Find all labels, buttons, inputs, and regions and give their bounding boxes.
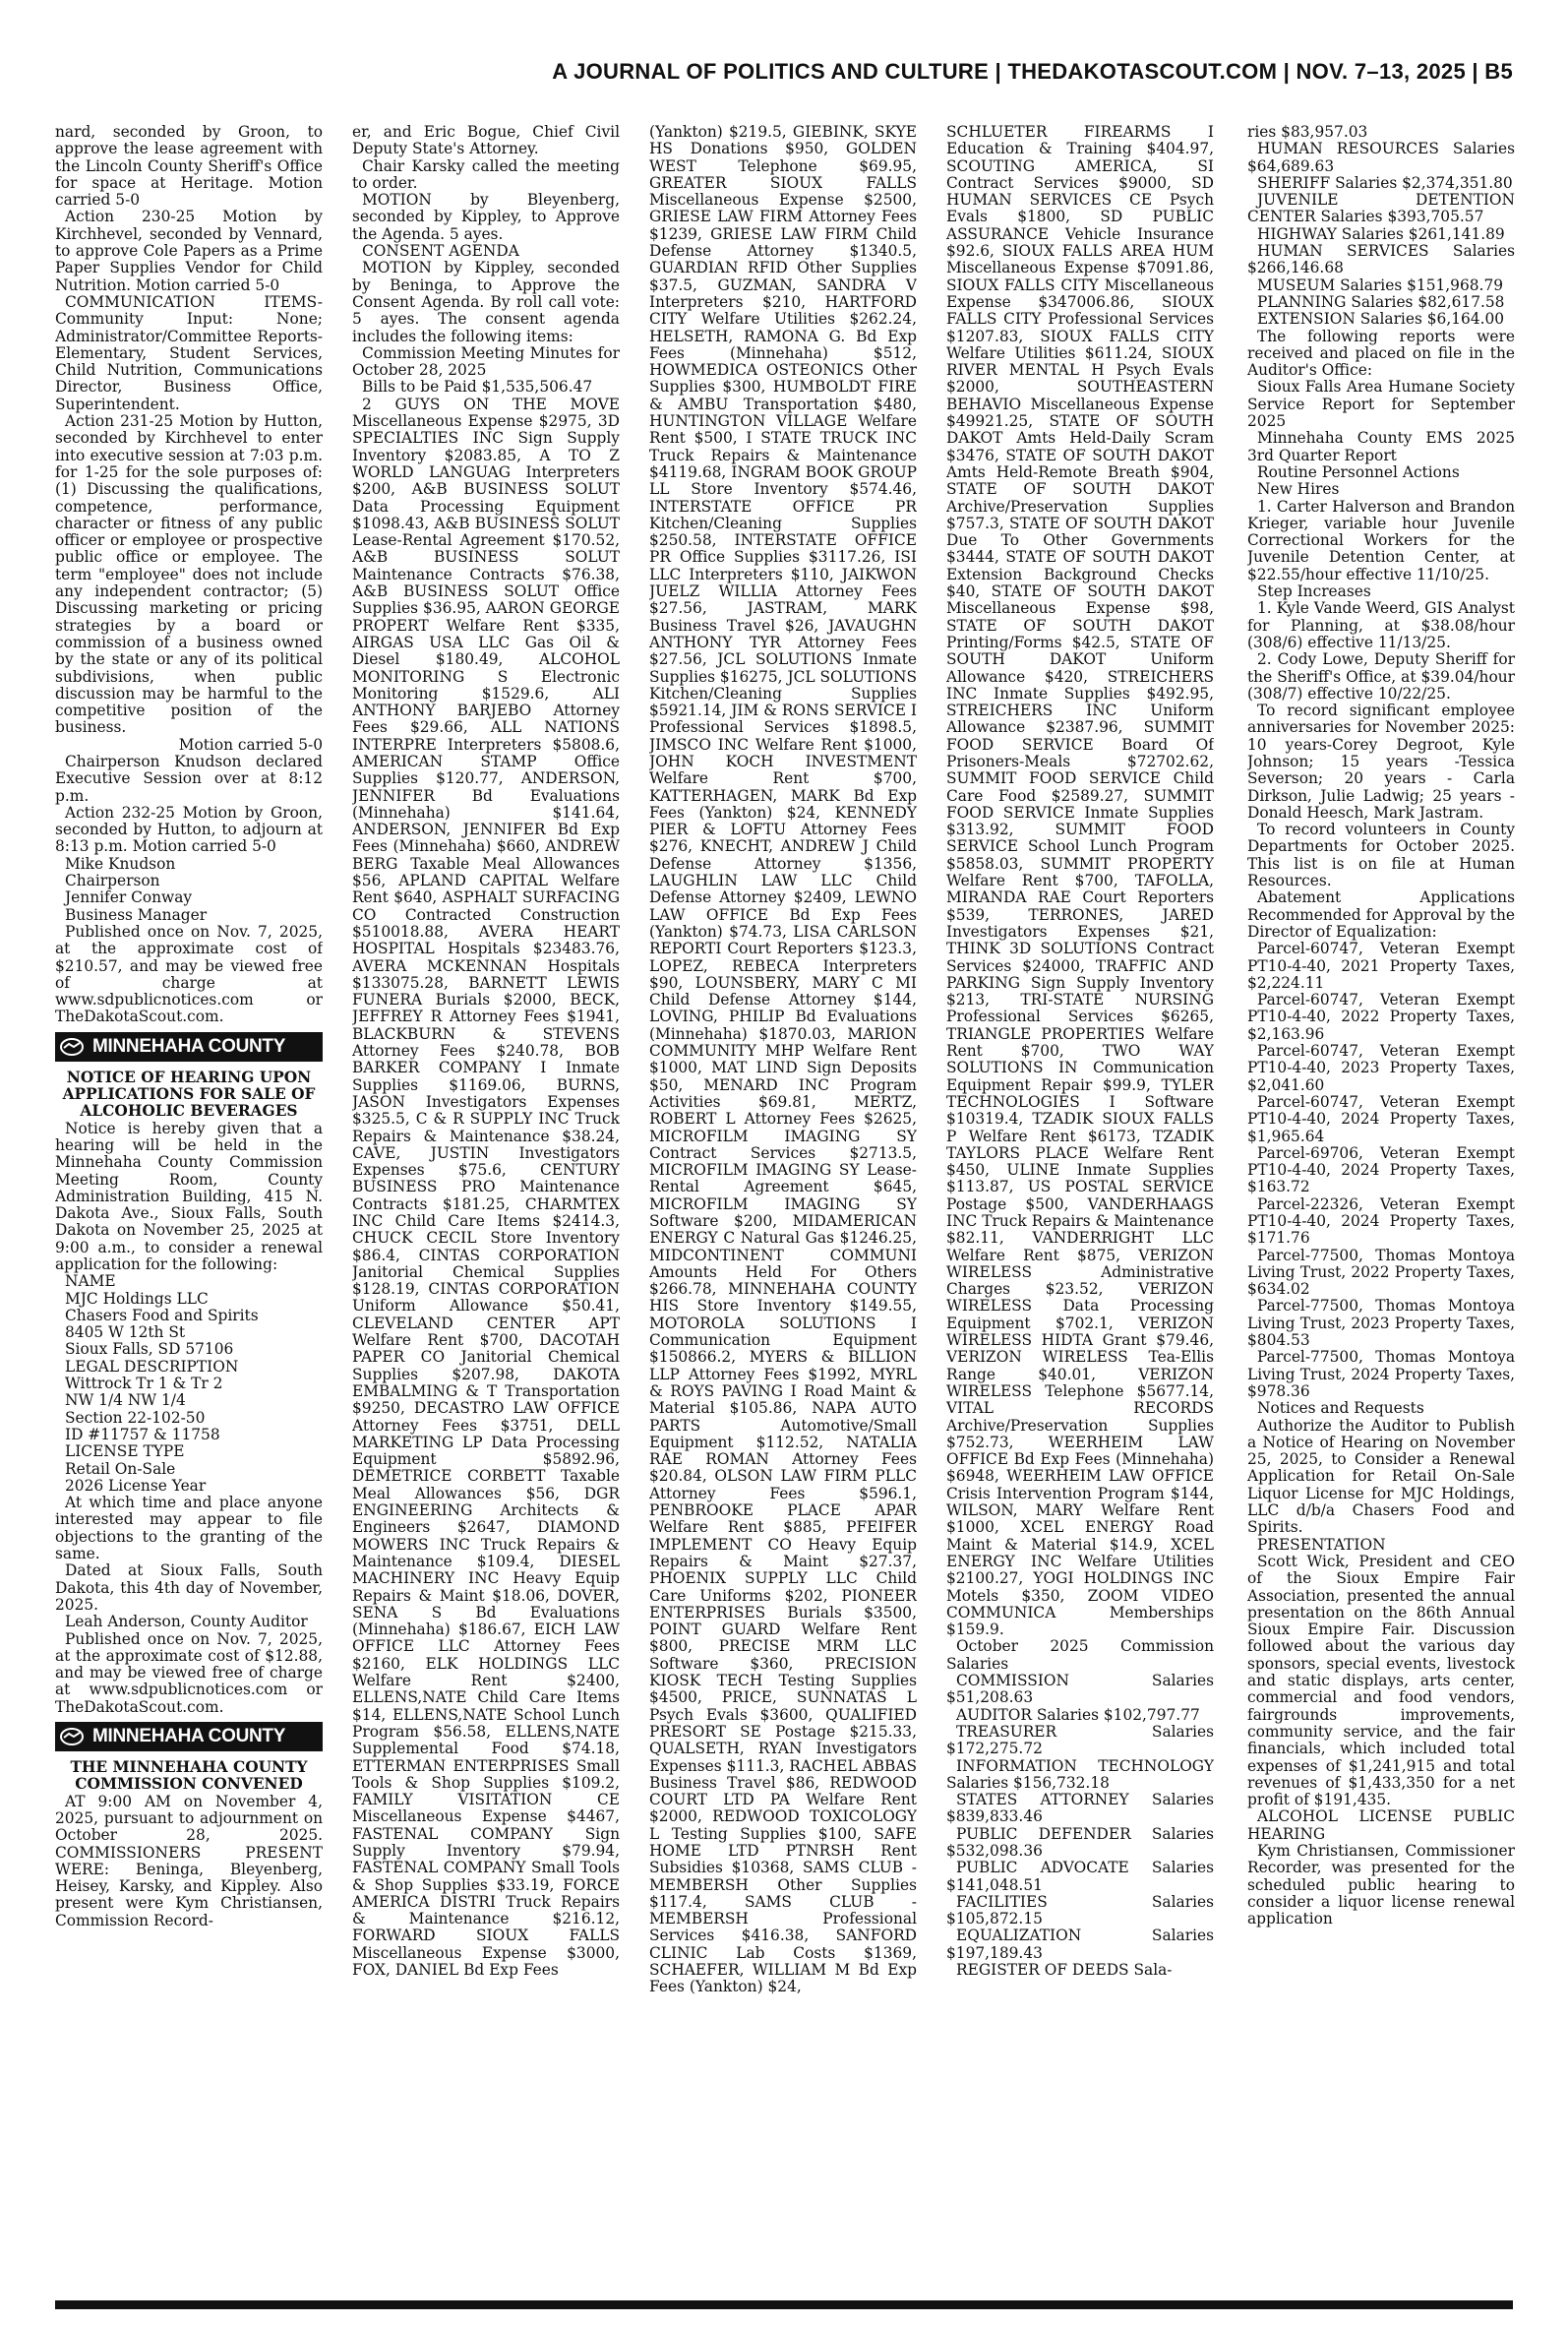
paragraph: PRESENTATION (1257, 1535, 1386, 1554)
paragraph: TREASURER Salaries $172,275.72 (946, 1722, 1214, 1758)
paragraph: SHERIFF Salaries $2,374,351.80 (1257, 173, 1513, 192)
paragraph: Retail On-Sale (65, 1459, 176, 1478)
paragraph: Kym Christiansen, Commissioner Recorder, was presented for the scheduled public hearing to consider a liquor license renewal application (1247, 1841, 1515, 1928)
paragraph: Chairperson Knudson declared Executive Session over at 8:12 p.m. (55, 752, 323, 805)
paragraph: HIGHWAY Salaries $261,141.89 (1257, 224, 1505, 243)
paragraph: MUSEUM Salaries $151,968.79 (1257, 275, 1504, 294)
paragraph: Bills to be Paid $1,535,506.47 (362, 378, 593, 397)
paragraph: Section 22-102-50 (65, 1408, 206, 1427)
paragraph: Parcel-77500, Thomas Montoya Living Trust, 2023 Property Taxes, $804.53 (1247, 1297, 1515, 1350)
paragraph: nard, seconded by Groon, to approve the lease agreement with the Lincoln County Sheriff's Office for space at Heritage. Motion carried 5-0 (55, 124, 323, 210)
paragraph: Leah Anderson, County Auditor (65, 1613, 308, 1631)
paragraph: To record volunteers in County Departments for October 2025. This list is on file at Human Resources. (1247, 821, 1515, 890)
paragraph: REGISTER OF DEEDS Sala- (956, 1961, 1173, 1980)
paragraph: Motion carried 5-0 (178, 735, 323, 754)
page-header (55, 39, 1513, 98)
paragraph: Sioux Falls Area Humane Society Service Report for September 2025 (1247, 378, 1515, 431)
paragraph: ALCOHOL LICENSE PUBLIC HEARING (1247, 1807, 1515, 1843)
county-seal-icon (59, 1037, 85, 1057)
paragraph: Action 232-25 Motion by Groon, seconded by Hutton, to adjourn at 8:13 p.m. Motion carried 5-0 (55, 803, 323, 856)
paragraph: HUMAN RESOURCES Salaries $64,689.63 (1247, 140, 1515, 175)
paragraph: At which time and place anyone interested may appear to file objections to the granting of the same. (55, 1494, 323, 1563)
paragraph: JUVENILE DETENTION CENTER Salaries $393,705.57 (1247, 191, 1515, 226)
paragraph: INFORMATION TECHNOLOGY Salaries $156,732.18 (946, 1756, 1214, 1792)
paragraph: The following reports were received and placed on file in the Auditor's Office: (1247, 327, 1515, 380)
notice-heading: THE MINNEHAHA COUNTY COMMISSION CONVENED (70, 1758, 308, 1794)
paragraph: MOTION by Kippley, seconded by Beninga, to Approve the Consent Agenda. By roll call vote: 5 ayes. The consent agenda includes the following items: (352, 259, 620, 345)
column-3 (649, 124, 917, 2289)
paragraph: Dated at Sioux Falls, South Dakota, this 4th day of November, 2025. (55, 1561, 323, 1614)
paragraph: LICENSE TYPE (65, 1442, 185, 1461)
paragraph: MJC Holdings LLC (65, 1289, 209, 1308)
bottom-rule (55, 2300, 1513, 2309)
county-banner (55, 1722, 323, 1751)
paragraph: Parcel-60747, Veteran Exempt PT10-4-40, 2021 Property Taxes, $2,224.11 (1247, 940, 1515, 992)
paragraph: ID #11757 & 11758 (65, 1425, 220, 1443)
paragraph: To record significant employee anniversaries for November 2025: 10 years-Corey Degroot, Kyle Johnson; 15 years -Tessica Severson; 20 years - Carla Dirkson, Julie Ladwig; 25 years - Donald Heesch, Mark Jastram. (1247, 702, 1515, 822)
paragraph: Parcel-77500, Thomas Montoya Living Trust, 2024 Property Taxes, $978.36 (1247, 1348, 1515, 1400)
paragraph: PUBLIC ADVOCATE Salaries $141,048.51 (946, 1859, 1214, 1894)
paragraph: Jennifer Conway (65, 888, 193, 907)
paragraph: Abatement Applications Recommended for Approval by the Director of Equalization: (1247, 888, 1515, 941)
notice-heading: NOTICE OF HEARING UPON APPLICATIONS FOR SALE OF ALCOHOLIC BEVERAGES (62, 1068, 316, 1121)
notice-columns (55, 124, 1515, 2289)
banner-label: MINNEHAHA COUNTY (92, 1036, 286, 1058)
paragraph: Routine Personnel Actions (1257, 462, 1460, 481)
paragraph: Parcel-60747, Veteran Exempt PT10-4-40, 2023 Property Taxes, $2,041.60 (1247, 1042, 1515, 1094)
paragraph: HUMAN SERVICES Salaries $266,146.68 (1247, 242, 1515, 277)
column-4 (946, 124, 1214, 2289)
paragraph: Notice is hereby given that a hearing will be held in the Minnehaha County Commission Meeting Room, County Administration Building, 415 N. Dakota Ave., Sioux Falls, South Dakota on November 25, 2025 at 9:00 a.m., to consider a renewal application for the following: (55, 1119, 323, 1273)
paragraph: 2026 License Year (65, 1476, 207, 1495)
paragraph: Parcel-60747, Veteran Exempt PT10-4-40, 2022 Property Taxes, $2,163.96 (1247, 991, 1515, 1043)
paragraph: Published once on Nov. 7, 2025, at the approximate cost of $12.88, and may be viewed free of charge at www.sdpublicnotices.com or TheDakotaScout.com. (55, 1629, 323, 1716)
paragraph: STATES ATTORNEY Salaries $839,833.46 (946, 1791, 1214, 1826)
paragraph: Chairperson (65, 872, 160, 890)
paragraph: COMMISSION Salaries $51,208.63 (946, 1672, 1214, 1707)
paragraph: Chair Karsky called the meeting to order. (352, 156, 620, 192)
paragraph: Authorize the Auditor to Publish a Notice of Hearing on November 25, 2025, to Consider a Renewal Application for Retail On-Sale Liquor License for MJC Holdings, LLC d/b/a Chasers Food and Spirits. (1247, 1416, 1515, 1537)
paragraph: PUBLIC DEFENDER Salaries $532,098.36 (946, 1824, 1214, 1860)
paragraph: PLANNING Salaries $82,617.58 (1257, 292, 1505, 311)
county-seal-icon (59, 1727, 85, 1746)
paragraph: (Yankton) $219.5, GIEBINK, SKYE HS Donations $950, GOLDEN WEST Telephone $69.95, GREATER SIOUX FALLS Miscellaneous Expense $2500, GRIESE LAW FIRM Attorney Fees $1239, GRIESE LAW FIRM Child Defense Attorney $1340.5, GUARDIAN RFID Other Supplies $37.5, GUZMAN, SANDRA V Interpreters $210, HARTFORD CITY Welfare Utilities $262.24, HELSETH, RAMONA G. Bd Exp Fees (Minnehaha) $512, HOWMEDICA OSTEONICS Other Supplies $300, HUMBOLDT FIRE & AMBU Transportation $480, HUNTINGTON VILLAGE Welfare Rent $500, I STATE TRUCK INC Truck Repairs & Maintenance $4119.68, INGRAM BOOK GROUP LL Store Inventory $574.46, INTERSTATE OFFICE PR Kitchen/Cleaning Supplies $250.58, INTERSTATE OFFICE PR Office Supplies $3117.26, ISI LLC Interpreters $110, JAIKWON JUELZ WILLIA Attorney Fees $27.56, JASTRAM, MARK Business Travel $26, JAVAUGHN ANTHONY TYR Attorney Fees $27.56, JCL SOLUTIONS Inmate Supplies $16275, JCL SOLUTIONS Kitchen/Cleaning Supplies $5921.14, JIM & RONS SERVICE I Professional Services $1898.5, JIMSCO INC Welfare Rent $1000, JOHN KOCH INVESTMENT Welfare Rent $700, KATTERHAGEN, MARK Bd Exp Fees (Yankton) $24, KENNEDY PIER & LOFTU Attorney Fees $276, KNECHT, ANDREW J Child Defense Attorney $1356, LAUGHLIN LAW LLC Child Defense Attorney $2409, LEWNO LAW OFFICE Bd Exp Fees (Yankton) $74.73, LISA CARLSON REPORTI Court Reporters $123.3, LOPEZ, REBECA Interpreters $90, LOUNSBERY, MARY C MI Child Defense Attorney $144, LOVING, PHILIP Bd Evaluations (Minnehaha) $1870.03, MARION COMMUNITY MHP Welfare Rent $1000, MAT LIND Sign Deposits $50, MENARD INC Program Activities $69.81, MERTZ, ROBERT L Attorney Fees $2625, MICROFILM IMAGING SY Contract Services $2713.5, MICROFILM IMAGING SY Lease-Rental Agreement $645, MICROFILM IMAGING SY Software $200, MIDAMERICAN ENERGY C Natural Gas $1246.25, MIDCONTINENT COMMUNI Amounts Held For Others $266.78, MINNEHAHA COUNTY HIS Store Inventory $149.55, MOTOROLA SOLUTIONS I Communication Equipment $150866.2, MYERS & BILLION LLP Attorney Fees $1992, MYRL & ROYS PAVING I Road Maint & Material $105.86, NAPA AUTO PARTS Automotive/Small Equipment $112.52, NATALIA RAE ROMAN Attorney Fees $20.84, OLSON LAW FIRM PLLC Attorney Fees $596.1, PENBROOKE PLACE APAR Welfare Rent $885, PFEIFER IMPLEMENT CO Heavy Equip Repairs & Maint $27.37, PHOENIX SUPPLY LLC Child Care Uniforms $202, PIONEER ENTERPRISES Burials $3500, POINT GUARD Welfare Rent $800, PRECISE MRM LLC Software $360, PRECISION KIOSK TECH Testing Supplies $4500, PRICE, SUNNATAS L Psych Evals $3600, QUALIFIED PRESORT SE Postage $215.33, QUALSETH, RYAN Investigators Expenses $111.3, RACHEL ABBAS Business Travel $86, REDWOOD COURT LTD PA Welfare Rent $2000, REDWOOD TOXICOLOGY L Testing Supplies $100, SAFE HOME LTD PTNRSH Rent Subsidies $10368, SAMS CLUB - MEMBERSH Other Supplies $117.4, SAMS CLUB - MEMBERSH Professional Services $416.38, SANFORD CLINIC Lab Costs $1369, SCHAEFER, WILLIAM M Bd Exp Fees (Yankton) $24, (649, 124, 917, 1996)
paragraph: 2. Cody Lowe, Deputy Sheriff for the Sheriff's Office, at $39.04/hour (308/7) effective 10/22/25. (1247, 650, 1515, 703)
paragraph: ries $83,957.03 (1247, 124, 1368, 141)
column-1 (55, 124, 323, 2289)
paragraph: COMMUNICATION ITEMS- Community Input: None; Administrator/Committee Reports- Elementary, Student Services, Child Nutrition, Communications Director, Business Office, Superintendent. (55, 292, 323, 413)
paragraph: Parcel-22326, Veteran Exempt PT10-4-40, 2024 Property Taxes, $171.76 (1247, 1194, 1515, 1248)
paragraph: Parcel-77500, Thomas Montoya Living Trust, 2022 Property Taxes, $634.02 (1247, 1246, 1515, 1299)
paragraph: Action 230-25 Motion by Kirchhevel, seconded by Vennard, to approve Cole Papers as a Prime Paper Supplies Vendor for Child Nutrition. Motion carried 5-0 (55, 208, 323, 294)
paragraph: 1. Carter Halverson and Brandon Krieger, variable hour Juvenile Correctional Workers for the Juvenile Detention Center, at $22.55/hour effective 11/10/25. (1247, 497, 1515, 583)
paragraph: 2 GUYS ON THE MOVE Miscellaneous Expense $2975, 3D SPECIALTIES INC Sign Supply Inventory $2083.85, A TO Z WORLD LANGUAG Interpreters $200, A&B BUSINESS SOLUT Data Processing Equipment $1098.43, A&B BUSINESS SOLUT Lease-Rental Agreement $170.52, A&B BUSINESS SOLUT Maintenance Contracts $76.38, A&B BUSINESS SOLUT Office Supplies $36.95, AARON GEORGE PROPERT Welfare Rent $335, AIRGAS USA LLC Gas Oil & Diesel $180.49, ALCOHOL MONITORING S Electronic Monitoring $1529.6, ALI ANTHONY BARJEBO Attorney Fees $29.66, ALL NATIONS INTERPRE Interpreters $5808.6, AMERICAN STAMP Office Supplies $120.77, ANDERSON, JENNIFER Bd Evaluations (Minnehaha) $141.64, ANDERSON, JENNIFER Bd Exp Fees (Minnehaha) $660, ANDREW BERG Taxable Meal Allowances $56, APLAND CAPITAL Welfare Rent $640, ASPHALT SURFACING CO Contracted Construction $510018.88, AVERA HEART HOSPITAL Hospitals $23483.76, AVERA MCKENNAN Hospitals $133075.28, BARNETT LEWIS FUNERA Burials $2000, BECK, JEFFREY R Attorney Fees $1941, BLACKBURN & STEVENS Attorney Fees $240.78, BOB BARKER COMPANY I Inmate Supplies $1169.06, BURNS, JASON Investigators Expenses $325.5, C & R SUPPLY INC Truck Repairs & Maintenance $38.24, CAVE, JUSTIN Investigators Expenses $75.6, CENTURY BUSINESS PRO Maintenance Contracts $181.25, CHARMTEX INC Child Care Items $2414.3, CHUCK CECIL Store Inventory $86.4, CINTAS CORPORATION Janitorial Chemical Supplies $128.19, CINTAS CORPORATION Uniform Allowance $50.41, CLEVELAND CENTER APT Welfare Rent $700, DACOTAH PAPER CO Janitorial Chemical Supplies $207.98, DAKOTA EMBALMING & T Transportation $9250, DECASTRO LAW OFFICE Attorney Fees $3751, DELL MARKETING LP Data Processing Equipment $5892.96, DEMETRICE CORBETT Taxable Meal Allowances $56, DGR ENGINEERING Architects & Engineers $2647, DIAMOND MOWERS INC Truck Repairs & Maintenance $109.4, DIESEL MACHINERY INC Heavy Equip Repairs & Maint $18.06, DOVER, SENA S Bd Evaluations (Minnehaha) $186.67, EICH LAW OFFICE LLC Attorney Fees $2160, ELK HOLDINGS LLC Welfare Rent $2400, ELLENS,NATE Child Care Items $14, ELLENS,NATE School Lunch Program $56.58, ELLENS,NATE Supplemental Food $74.18, ETTERMAN ENTERPRISES Small Tools & Shop Supplies $109.2, FAMILY VISITATION CE Miscellaneous Expense $4467, FASTENAL COMPANY Sign Supply Inventory $79.94, FASTENAL COMPANY Small Tools & Shop Supplies $33.19, FORCE AMERICA DISTRI Truck Repairs & Maintenance $216.12, FORWARD SIOUX FALLS Miscellaneous Expense $3000, FOX, DANIEL Bd Exp Fees (352, 395, 620, 1980)
paragraph: NW 1/4 NW 1/4 (65, 1391, 186, 1410)
paragraph: 8405 W 12th St (65, 1323, 186, 1342)
paragraph: Mike Knudson (65, 854, 176, 873)
paragraph: FACILITIES Salaries $105,872.15 (946, 1892, 1214, 1928)
header-text: A JOURNAL OF POLITICS AND CULTURE | THEDAKOTASCOUT.COM | NOV. 7–13, 2025 | B5 (552, 59, 1513, 84)
paragraph: AT 9:00 AM on November 4, 2025, pursuant to adjournment on October 28, 2025. COMMISSIONERS PRESENT WERE: Beninga, Bleyenberg, Heisey, Karsky, and Kippley. Also present were Kym Christiansen, Commission Record- (55, 1792, 323, 1929)
paragraph: CONSENT AGENDA (362, 242, 519, 261)
column-2 (352, 124, 620, 2289)
paragraph: EQUALIZATION Salaries $197,189.43 (946, 1927, 1214, 1962)
paragraph: er, and Eric Bogue, Chief Civil Deputy State's Attorney. (352, 124, 620, 158)
paragraph: 1. Kyle Vande Weerd, GIS Analyst for Planning, at $38.08/hour (308/6) effective 11/13/25. (1247, 599, 1515, 651)
county-banner (55, 1032, 323, 1062)
paragraph: Action 231-25 Motion by Hutton, seconded by Kirchhevel to enter into executive session at 7:03 p.m. for 1-25 for the sole purposes of: (1) Discussing the qualifications, competence, performance, character or fitness of any public officer or employee or prospective public office or employee. The term "employee" does not include any independent contractor; (5) Discussing marketing or pricing strategies by a board or commission of a business owned by the state or any of its political subdivisions, when public discussion may be harmful to the competitive position of the business. (55, 412, 323, 737)
paragraph: SCHLUETER FIREARMS I Education & Training $404.97, SCOUTING AMERICA, SI Contract Services $9000, SD HUMAN SERVICES CE Psych Evals $1800, SD PUBLIC ASSURANCE Vehicle Insurance $92.6, SIOUX FALLS AREA HUM Miscellaneous Expense $7091.86, SIOUX FALLS CITY Miscellaneous Expense $347006.86, SIOUX FALLS CITY Professional Services $1207.83, SIOUX FALLS CITY Welfare Utilities $611.24, SIOUX RIVER MENTAL H Psych Evals $2000, SOUTHEASTERN BEHAVIO Miscellaneous Expense $49921.25, STATE OF SOUTH DAKOT Amts Held-Daily Scram $3476, STATE OF SOUTH DAKOT Amts Held-Remote Breath $904, STATE OF SOUTH DAKOT Archive/Preservation Supplies $757.3, STATE OF SOUTH DAKOT Due To Other Governments $3444, STATE OF SOUTH DAKOT Extension Background Checks $40, STATE OF SOUTH DAKOT Miscellaneous Expense $98, STATE OF SOUTH DAKOT Printing/Forms $42.5, STATE OF SOUTH DAKOT Uniform Allowance $420, STREICHERS INC Inmate Supplies $492.95, STREICHERS INC Uniform Allowance $2387.96, SUMMIT FOOD SERVICE Board Of Prisoners-Meals $72702.62, SUMMIT FOOD SERVICE Child Care Food $2589.27, SUMMIT FOOD SERVICE Inmate Supplies $313.92, SUMMIT FOOD SERVICE School Lunch Program $5858.03, SUMMIT PROPERTY Welfare Rent $700, TAFOLLA, MIRANDA RAE Court Reporters $539, TERRONES, JARED Investigators Expenses $21, THINK 3D SOLUTIONS Contract Services $24000, TRAFFIC AND PARKING Sign Supply Inventory $213, TRI-STATE NURSING Professional Services $6265, TRIANGLE PROPERTIES Welfare Rent $700, TWO WAY SOLUTIONS IN Communication Equipment Repair $99.9, TYLER TECHNOLOGIES I Software $10319.4, TZADIK SIOUX FALLS P Welfare Rent $6173, TZADIK TAYLORS PLACE Welfare Rent $450, ULINE Inmate Supplies $113.87, US POSTAL SERVICE Postage $500, VANDERHAAGS INC Truck Repairs & Maintenance $82.11, VANDERRIGHT LLC Welfare Rent $875, VERIZON WIRELESS Administrative Charges $23.52, VERIZON WIRELESS Data Processing Equipment $702.1, VERIZON WIRELESS HIDTA Grant $79.46, VERIZON WIRELESS Tea-Ellis Range $40.01, VERIZON WIRELESS Telephone $5677.14, VITAL RECORDS Archive/Preservation Supplies $752.73, WEERHEIM LAW OFFICE Bd Exp Fees (Minnehaha) $6948, WEERHEIM LAW OFFICE Crisis Intervention Program $144, WILSON, MARY Welfare Rent $1000, XCEL ENERGY Road Maint & Material $14.9, XCEL ENERGY INC Welfare Utilities $2100.27, YOGI HOLDINGS INC Motels $350, ZOOM VIDEO COMMUNICA Memberships $159.9. (946, 124, 1214, 1639)
paragraph: LEGAL DESCRIPTION (65, 1357, 239, 1376)
paragraph: AUDITOR Salaries $102,797.77 (956, 1705, 1200, 1724)
paragraph: EXTENSION Salaries $6,164.00 (1257, 310, 1505, 329)
paragraph: New Hires (1257, 480, 1340, 499)
paragraph: Business Manager (65, 905, 208, 924)
paragraph: Sioux Falls, SD 57106 (65, 1340, 234, 1359)
paragraph: Wittrock Tr 1 & Tr 2 (65, 1375, 223, 1393)
paragraph: Chasers Food and Spirits (65, 1306, 259, 1324)
paragraph: Parcel-60747, Veteran Exempt PT10-4-40, 2024 Property Taxes, $1,965.64 (1247, 1092, 1515, 1145)
paragraph: October 2025 Commission Salaries (946, 1637, 1214, 1673)
paragraph: Notices and Requests (1257, 1399, 1424, 1418)
paragraph: NAME (65, 1272, 116, 1291)
column-5 (1247, 124, 1515, 2289)
paragraph: Minnehaha County EMS 2025 3rd Quarter Report (1247, 429, 1515, 464)
banner-label: MINNEHAHA COUNTY (92, 1726, 286, 1747)
paragraph: Step Increases (1257, 582, 1371, 601)
paragraph: Scott Wick, President and CEO of the Sioux Empire Fair Association, presented the annual presentation on the 86th Annual Sioux Empire Fair. Discussion followed about the various day sponsors, special events, livestock and static displays, arts center, commercial and food vendors, fairgrounds improvements, community service, and the fair financials, which included total expenses of $1,241,915 and total revenues of $1,433,350 for a net profit of $191,435. (1247, 1552, 1515, 1809)
paragraph: Published once on Nov. 7, 2025, at the approximate cost of $210.57, and may be viewed free of charge at www.sdpublicnotices.com or TheDakotaScout.com. (55, 922, 323, 1026)
paragraph: Commission Meeting Minutes for October 28, 2025 (352, 343, 620, 380)
paragraph: Parcel-69706, Veteran Exempt PT10-4-40, 2024 Property Taxes, $163.72 (1247, 1143, 1515, 1196)
paragraph: MOTION by Bleyenberg, seconded by Kippley, to Approve the Agenda. 5 ayes. (352, 191, 620, 243)
